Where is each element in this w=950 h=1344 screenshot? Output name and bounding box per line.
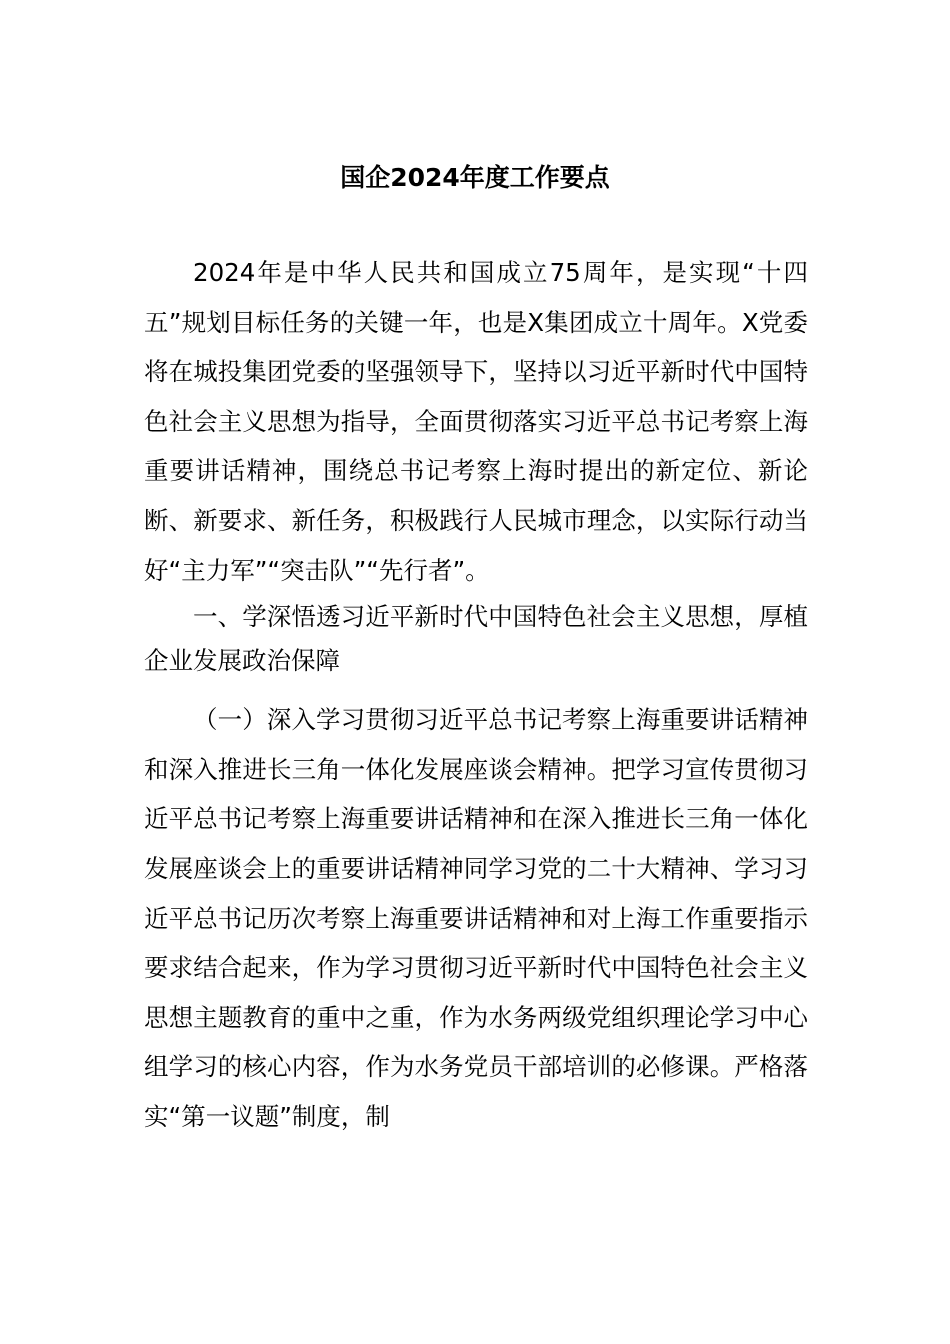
section-heading-1: 一、学深悟透习近平新时代中国特色社会主义思想，厚植企业发展政治保障 <box>144 602 808 676</box>
document-title: 国企2024年度工作要点 <box>340 163 610 192</box>
subsection-paragraph-1: （一）深入学习贯彻习近平总书记考察上海重要讲话精神和深入推进长三角一体化发展座谈会精神。把学习宣传贯彻习近平总书记考察上海重要讲话精神和在深入推进长三角一体化发展座谈会上的重要讲话精神同学习党的二十大精神、学习习近平总书记历次考察上海重要讲话精神和对上海工作重要指示要求结合起来，作为学习贯彻习近平新时代中国特色社会主义思想主题教育的重中之重，作为水务两级党组织理论学习中心组学习的核心内容，作为水务党员干部培训的必修课。严格落实“第一议题”制度，制 <box>144 705 808 1131</box>
intro-paragraph: 2024年是中华人民共和国成立75周年，是实现“十四五”规划目标任务的关键一年，也是X集团成立十周年。X党委将在城投集团党委的坚强领导下，坚持以习近平新时代中国特色社会主义思想为指导，全面贯彻落实习近平总书记考察上海重要讲话精神，围绕总书记考察上海时提出的新定位、新论断、新要求、新任务，积极践行人民城市理念，以实际行动当好“主力军”“突击队”“先行者”。 <box>144 258 808 585</box>
document-body <box>144 248 808 1142</box>
